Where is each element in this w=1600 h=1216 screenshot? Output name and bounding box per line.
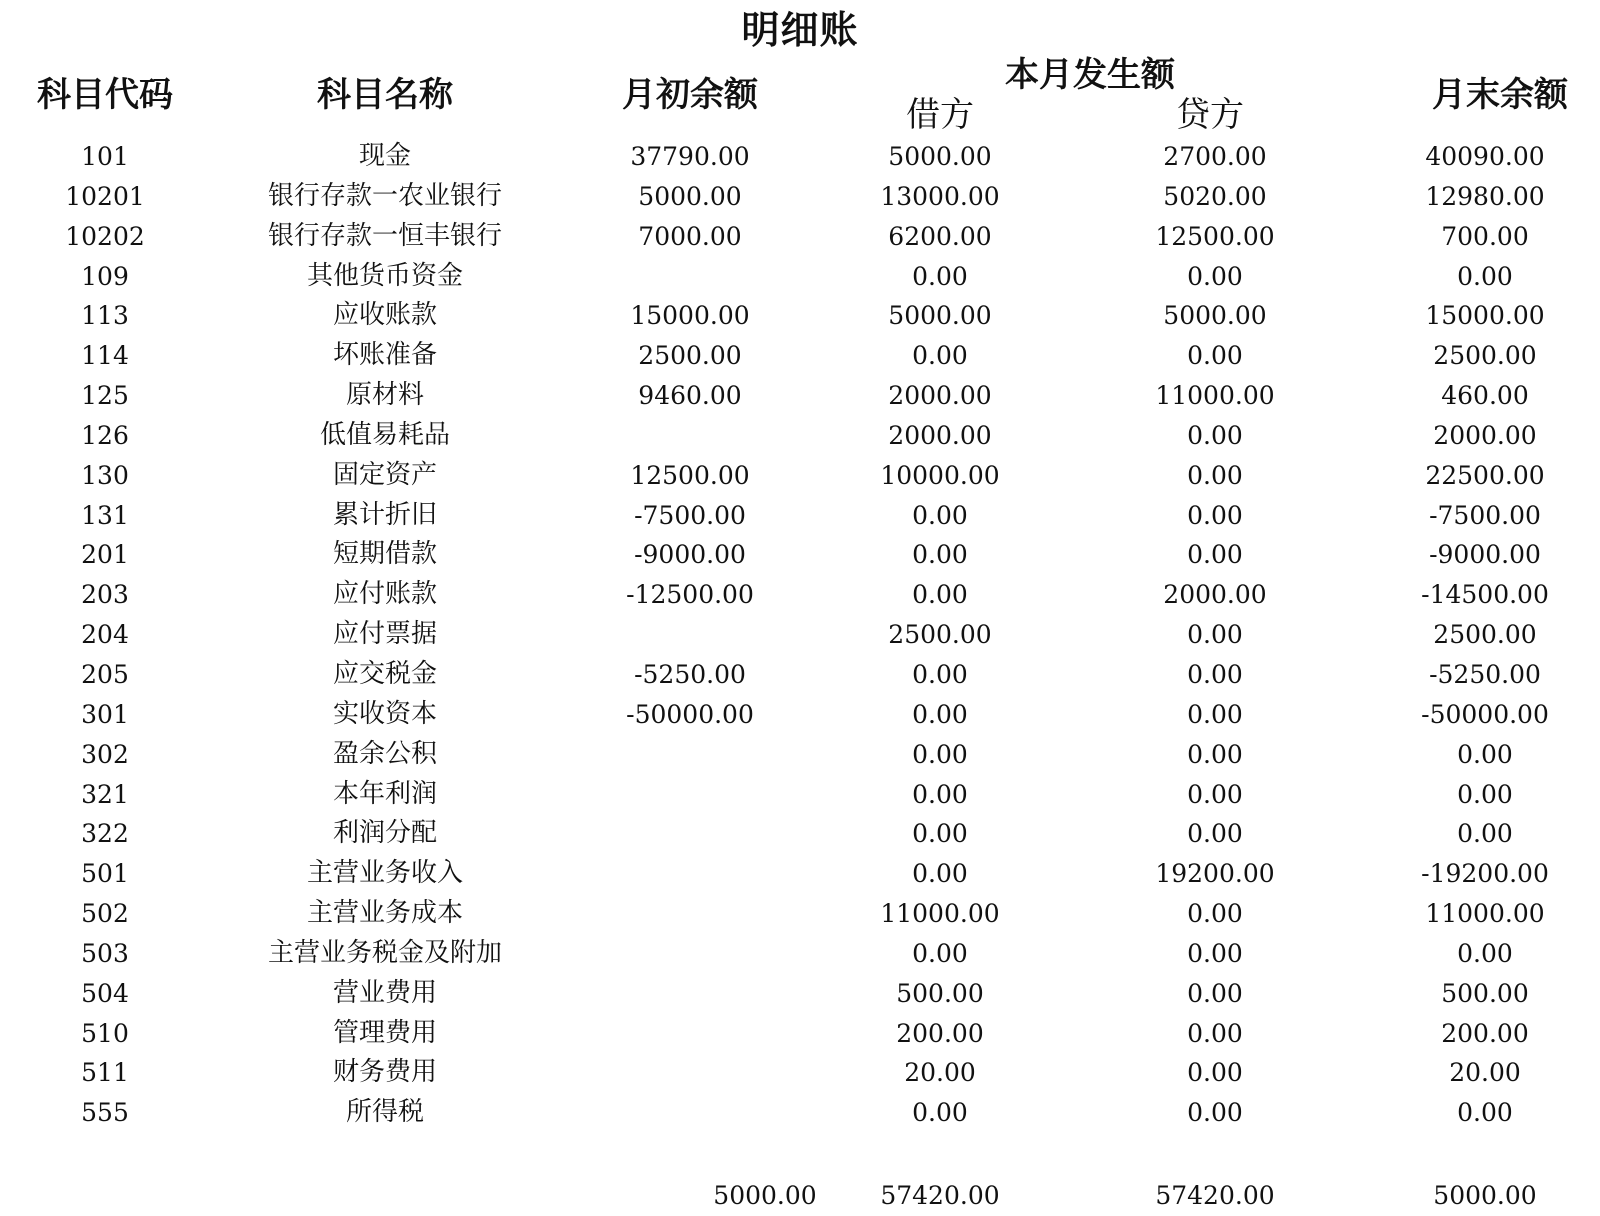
account-code: 125 [81, 381, 129, 411]
debit-amount: 6200.00 [888, 221, 992, 251]
account-code: 321 [81, 779, 129, 809]
account-code: 201 [81, 540, 129, 570]
credit-amount: 0.00 [1187, 500, 1243, 530]
closing-balance: -7500.00 [1429, 500, 1541, 530]
ledger-title: 明细账 [741, 8, 859, 52]
credit-amount: 0.00 [1187, 779, 1243, 809]
account-code: 204 [81, 620, 129, 650]
closing-balance: 0.00 [1457, 819, 1513, 849]
debit-amount: 5000.00 [888, 142, 992, 171]
opening-balance: 37790.00 [630, 142, 750, 171]
table-row [0, 416, 1600, 456]
debit-amount: 0.00 [912, 938, 968, 968]
account-name: 所得税 [345, 1097, 424, 1128]
debit-amount: 2000.00 [888, 381, 992, 411]
opening-balance: 2500.00 [638, 341, 742, 371]
table-row [0, 1093, 1600, 1133]
account-name: 主营业务税金及附加 [267, 937, 502, 968]
closing-balance: 200.00 [1441, 1018, 1529, 1048]
closing-balance: -19200.00 [1421, 859, 1549, 889]
credit-amount: 0.00 [1187, 938, 1243, 968]
debit-amount: 0.00 [912, 580, 968, 610]
account-code: 511 [81, 1058, 129, 1088]
header-closing-balance: 月末余额 [1432, 75, 1568, 115]
account-code: 502 [81, 899, 129, 929]
closing-balance: 20.00 [1449, 1058, 1521, 1088]
credit-amount: 0.00 [1187, 460, 1243, 490]
opening-balance: -50000.00 [626, 699, 754, 729]
debit-amount: 11000.00 [880, 899, 1000, 929]
debit-amount: 0.00 [912, 859, 968, 889]
table-row [0, 894, 1600, 934]
credit-amount: 0.00 [1187, 1018, 1243, 1048]
account-name: 现金 [358, 141, 411, 171]
account-name: 应收账款 [332, 300, 437, 331]
closing-balance: 2000.00 [1433, 420, 1537, 450]
credit-amount: 0.00 [1187, 620, 1243, 650]
table-row [0, 575, 1600, 615]
account-code: 113 [81, 301, 129, 331]
table-row [0, 257, 1600, 297]
table-row [0, 615, 1600, 655]
header-month-movement: 本月发生额 [1005, 55, 1175, 95]
credit-amount: 0.00 [1187, 978, 1243, 1008]
total-closing: 5000.00 [1433, 1181, 1537, 1210]
total-opening: 5000.00 [713, 1181, 817, 1210]
credit-amount: 2700.00 [1163, 142, 1267, 171]
table-row [0, 137, 1600, 177]
account-name: 应付票据 [332, 619, 437, 650]
credit-amount: 5020.00 [1163, 181, 1267, 211]
credit-amount: 0.00 [1187, 739, 1243, 769]
account-code: 131 [81, 500, 129, 530]
account-name: 盈余公积 [332, 738, 437, 769]
debit-amount: 5000.00 [888, 301, 992, 331]
totals-row [0, 1176, 1600, 1216]
table-row [0, 1053, 1600, 1093]
header-account-name: 科目名称 [317, 75, 453, 115]
total-credit: 57420.00 [1155, 1181, 1275, 1210]
account-code: 10202 [65, 221, 145, 251]
credit-amount: 0.00 [1187, 261, 1243, 291]
table-row [0, 296, 1600, 336]
account-name: 固定资产 [332, 459, 437, 490]
closing-balance: 0.00 [1457, 1098, 1513, 1128]
table-row [0, 934, 1600, 974]
account-name: 主营业务成本 [306, 898, 463, 929]
table-row [0, 655, 1600, 695]
debit-amount: 0.00 [912, 500, 968, 530]
table-row [0, 496, 1600, 536]
table-row [0, 177, 1600, 217]
account-code: 205 [81, 659, 129, 689]
account-name: 短期借款 [332, 539, 437, 570]
account-code: 126 [81, 420, 129, 450]
total-debit: 57420.00 [880, 1181, 1000, 1210]
closing-balance: 500.00 [1441, 978, 1529, 1008]
debit-amount: 500.00 [896, 978, 984, 1008]
account-name: 实收资本 [332, 698, 437, 729]
credit-amount: 2000.00 [1163, 580, 1267, 610]
account-name: 本年利润 [332, 778, 437, 809]
closing-balance: 2500.00 [1433, 620, 1537, 650]
header-debit: 借方 [906, 95, 974, 135]
credit-amount: 11000.00 [1155, 381, 1275, 411]
closing-balance: 22500.00 [1425, 460, 1545, 490]
credit-amount: 5000.00 [1163, 301, 1267, 331]
table-row [0, 336, 1600, 376]
table-row [0, 854, 1600, 894]
table-row [0, 974, 1600, 1014]
closing-balance: 700.00 [1441, 221, 1529, 251]
account-name: 累计折旧 [332, 499, 437, 530]
account-code: 10201 [65, 181, 145, 211]
table-row [0, 695, 1600, 735]
account-name: 财务费用 [332, 1057, 437, 1088]
debit-amount: 0.00 [912, 540, 968, 570]
account-name: 应付账款 [332, 579, 437, 610]
closing-balance: 0.00 [1457, 779, 1513, 809]
table-row [0, 456, 1600, 496]
table-row [0, 735, 1600, 775]
opening-balance: 5000.00 [638, 181, 742, 211]
account-name: 坏账准备 [332, 340, 437, 371]
opening-balance: 15000.00 [630, 301, 750, 331]
header-credit: 贷方 [1176, 95, 1244, 135]
opening-balance: 12500.00 [630, 460, 750, 490]
debit-amount: 0.00 [912, 779, 968, 809]
debit-amount: 200.00 [896, 1018, 984, 1048]
ledger-rows [0, 137, 1600, 1133]
table-row [0, 217, 1600, 257]
header-opening-balance: 月初余额 [622, 75, 758, 115]
account-name: 低值易耗品 [319, 419, 450, 450]
credit-amount: 0.00 [1187, 899, 1243, 929]
closing-balance: -50000.00 [1421, 699, 1549, 729]
account-name: 其他货币资金 [306, 260, 463, 291]
account-code: 510 [81, 1018, 129, 1048]
credit-amount: 19200.00 [1155, 859, 1275, 889]
debit-amount: 20.00 [904, 1058, 976, 1088]
opening-balance: 9460.00 [638, 381, 742, 411]
account-code: 322 [81, 819, 129, 849]
account-code: 302 [81, 739, 129, 769]
table-row [0, 535, 1600, 575]
closing-balance: 0.00 [1457, 739, 1513, 769]
table-row [0, 376, 1600, 416]
credit-amount: 0.00 [1187, 1058, 1243, 1088]
account-name: 管理费用 [332, 1017, 437, 1048]
account-code: 130 [81, 460, 129, 490]
debit-amount: 0.00 [912, 1098, 968, 1128]
opening-balance: -7500.00 [634, 500, 746, 530]
credit-amount: 0.00 [1187, 341, 1243, 371]
credit-amount: 0.00 [1187, 819, 1243, 849]
closing-balance: 15000.00 [1425, 301, 1545, 331]
closing-balance: -9000.00 [1429, 540, 1541, 570]
debit-amount: 13000.00 [880, 181, 1000, 211]
opening-balance: 7000.00 [638, 221, 742, 251]
closing-balance: 12980.00 [1425, 181, 1545, 211]
account-name: 利润分配 [332, 818, 437, 849]
account-code: 203 [81, 580, 129, 610]
account-code: 109 [81, 261, 129, 291]
debit-amount: 0.00 [912, 659, 968, 689]
closing-balance: 0.00 [1457, 261, 1513, 291]
account-name: 原材料 [345, 380, 424, 411]
debit-amount: 0.00 [912, 739, 968, 769]
debit-amount: 0.00 [912, 819, 968, 849]
account-name: 银行存款一恒丰银行 [267, 220, 502, 251]
closing-balance: -14500.00 [1421, 580, 1549, 610]
debit-amount: 0.00 [912, 699, 968, 729]
credit-amount: 0.00 [1187, 659, 1243, 689]
credit-amount: 0.00 [1187, 420, 1243, 450]
header-account-code: 科目代码 [37, 75, 173, 115]
debit-amount: 0.00 [912, 261, 968, 291]
closing-balance: 0.00 [1457, 938, 1513, 968]
account-code: 101 [81, 142, 129, 171]
closing-balance: 40090.00 [1425, 142, 1545, 171]
opening-balance: -5250.00 [634, 659, 746, 689]
account-name: 应交税金 [332, 658, 437, 689]
account-code: 504 [81, 978, 129, 1008]
debit-amount: 10000.00 [880, 460, 1000, 490]
closing-balance: -5250.00 [1429, 659, 1541, 689]
closing-balance: 11000.00 [1425, 899, 1545, 929]
account-code: 501 [81, 859, 129, 889]
debit-amount: 0.00 [912, 341, 968, 371]
table-row [0, 1014, 1600, 1054]
opening-balance: -12500.00 [626, 580, 754, 610]
account-code: 555 [81, 1098, 129, 1128]
credit-amount: 0.00 [1187, 1098, 1243, 1128]
debit-amount: 2000.00 [888, 420, 992, 450]
table-row [0, 814, 1600, 854]
account-code: 503 [81, 938, 129, 968]
account-name: 银行存款一农业银行 [267, 180, 502, 211]
opening-balance: -9000.00 [634, 540, 746, 570]
closing-balance: 2500.00 [1433, 341, 1537, 371]
account-name: 主营业务收入 [306, 858, 463, 889]
credit-amount: 0.00 [1187, 699, 1243, 729]
credit-amount: 12500.00 [1155, 221, 1275, 251]
debit-amount: 2500.00 [888, 620, 992, 650]
account-code: 301 [81, 699, 129, 729]
closing-balance: 460.00 [1441, 381, 1529, 411]
credit-amount: 0.00 [1187, 540, 1243, 570]
account-name: 营业费用 [332, 977, 437, 1008]
table-row [0, 775, 1600, 815]
account-code: 114 [81, 341, 129, 371]
